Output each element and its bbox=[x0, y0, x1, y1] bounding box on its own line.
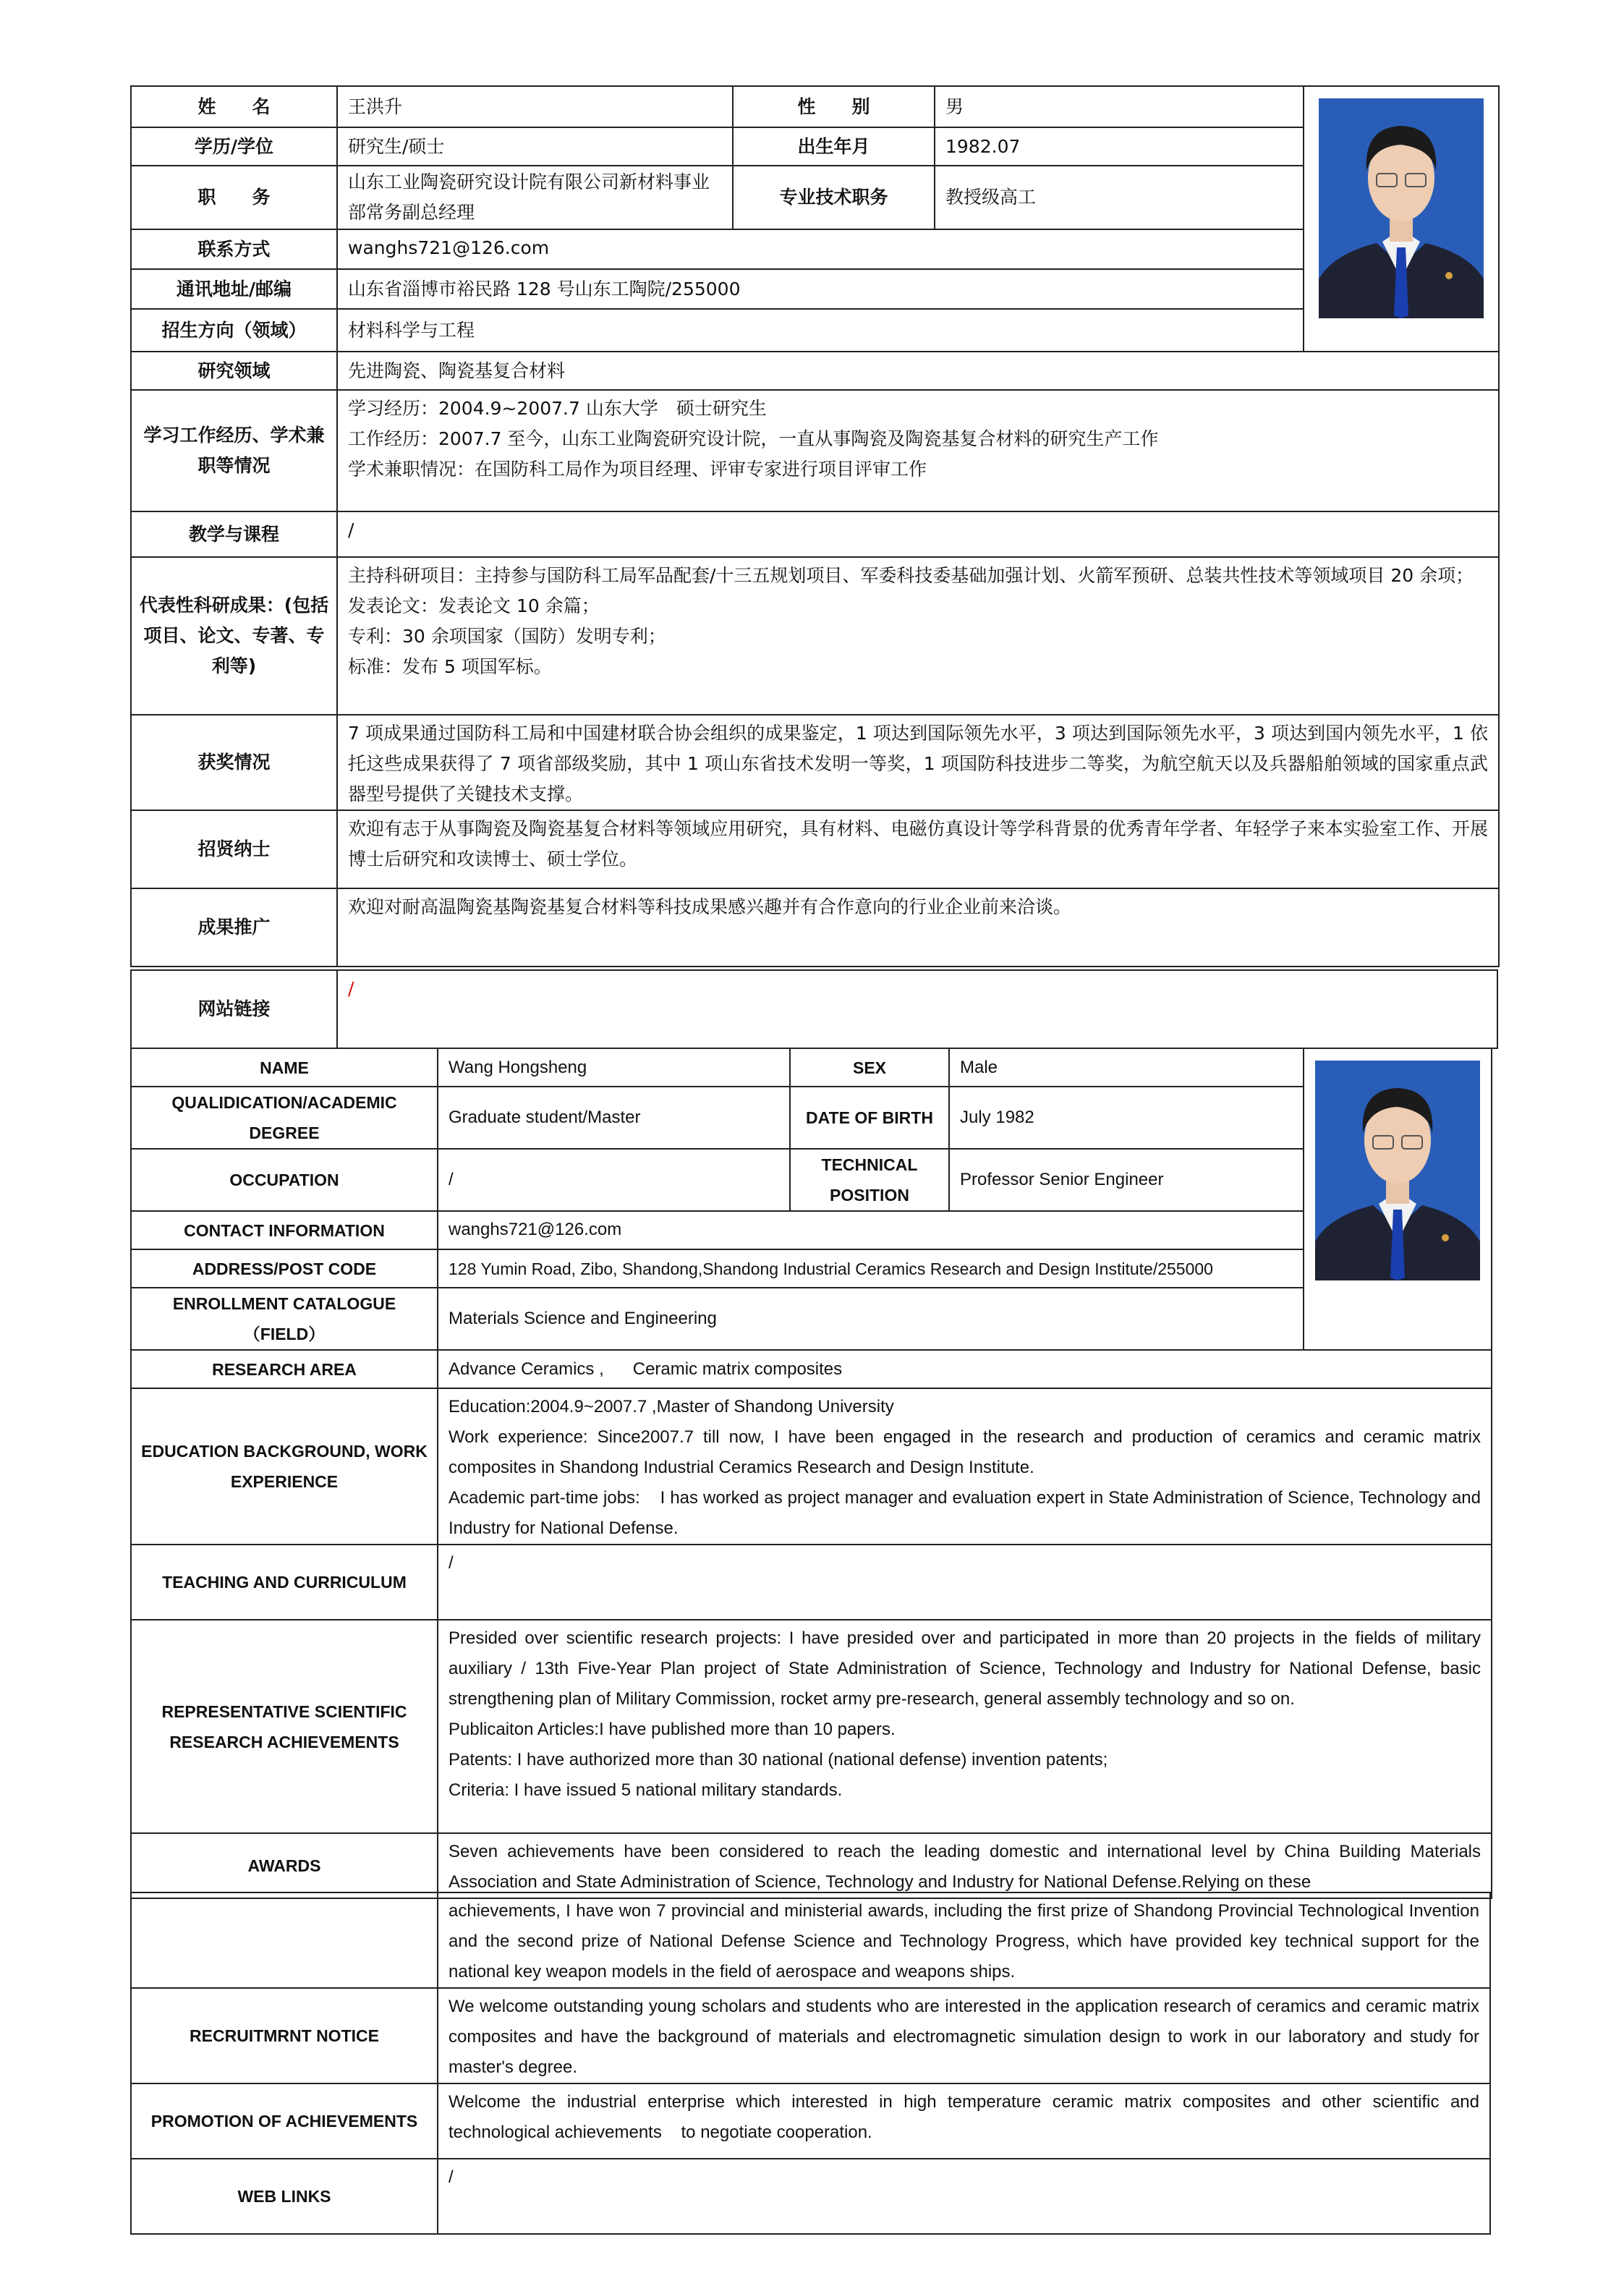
en-occupation-label: OCCUPATION bbox=[131, 1149, 438, 1211]
en-name-label: NAME bbox=[131, 1048, 438, 1087]
cn-degree-label: 学历/学位 bbox=[131, 127, 337, 166]
cn-achievement-line: 主持科研项目：主持参与国防科工局军品配套/十三五规划项目、军委科技委基础加强计划、火箭军预研、总装共性技术等领域项目 20 余项； bbox=[348, 565, 1474, 586]
en-achievement-line: Presided over scientific research projects: I have presided over and participated in more than 20 projects in the fields of military auxiliary / 13th Five-Year Plan project of State Administration of Science, Technology and Industry for National Defense, basic strengthening plan of Military Commission, rocket army pre-research, general assembly technology and so on. bbox=[448, 1628, 1481, 1709]
cn-achievement-line: 专利：30 余项国家（国防）发明专利； bbox=[348, 626, 666, 647]
en-degree-label: QUALIDICATION/ACADEMIC DEGREE bbox=[131, 1087, 438, 1149]
en-recruit-value: We welcome outstanding young scholars and students who are interested in the application research of ceramics and ceramic matrix composites and have the background of materials and electromagnetic simulation design to work in our laboratory and study for master's degree. bbox=[438, 1988, 1490, 2083]
cn-contact-value: wanghs721@126.com bbox=[337, 229, 1304, 269]
cn-enroll-value: 材料科学与工程 bbox=[337, 309, 1304, 352]
en-profile-table bbox=[130, 1048, 1492, 1899]
cn-photo-cell bbox=[1304, 86, 1499, 352]
cn-sex-label: 性 别 bbox=[733, 86, 935, 127]
cn-experience-value bbox=[337, 390, 1499, 511]
cn-achievements-value bbox=[337, 557, 1499, 715]
en-experience-line: Work experience: Since2007.7 till now, I have been engaged in the research and production of ceramics and ceramic matrix composites in Shandong Industrial Ceramics Research and Design Institute. bbox=[448, 1427, 1481, 1477]
cn-promotion-label: 成果推广 bbox=[131, 888, 337, 967]
cn-achievement-line: 标准：发布 5 项国军标。 bbox=[348, 656, 552, 677]
en-address-label: ADDRESS/POST CODE bbox=[131, 1249, 438, 1288]
portrait-photo bbox=[1315, 1061, 1480, 1280]
cn-experience-line: 学习经历：2004.9~2007.7 山东大学 硕士研究生 bbox=[348, 398, 767, 419]
en-contact-value: wanghs721@126.com bbox=[438, 1211, 1304, 1249]
cn-awards-label: 获奖情况 bbox=[131, 715, 337, 810]
cn-address-label: 通讯地址/邮编 bbox=[131, 269, 337, 309]
cn-degree-value: 研究生/硕士 bbox=[337, 127, 733, 166]
cn-birth-label: 出生年月 bbox=[733, 127, 935, 166]
cn-birth-value: 1982.07 bbox=[935, 127, 1304, 166]
en-sex-label: SEX bbox=[790, 1048, 949, 1087]
en-photo-cell bbox=[1304, 1048, 1492, 1350]
en-achievement-line: Publicaiton Articles:I have published more than 10 papers. bbox=[448, 1720, 896, 1739]
cn-tech-label: 专业技术职务 bbox=[733, 166, 935, 229]
en-name-value: Wang Hongsheng bbox=[438, 1048, 790, 1087]
cn-web-label: 网站链接 bbox=[131, 970, 337, 1048]
en-teaching-label: TEACHING AND CURRICULUM bbox=[131, 1545, 438, 1620]
en-achievement-line: Criteria: I have issued 5 national military standards. bbox=[448, 1780, 843, 1800]
cn-enroll-label: 招生方向（领域） bbox=[131, 309, 337, 352]
en-research-value: Advance Ceramics , Ceramic matrix composites bbox=[438, 1350, 1492, 1388]
en-awards-value-part2: achievements, I have won 7 provincial and ministerial awards, including the first prize of Shandong Provincial Technological Invention and the second prize of National Defense Science and Technology Progress, which have provided key technical support for the national key weapon models in the field of aerospace and weapons ships. bbox=[438, 1892, 1490, 1988]
cn-recruit-value: 欢迎有志于从事陶瓷及陶瓷基复合材料等领域应用研究，具有材料、电磁仿真设计等学科背景的优秀青年学者、年轻学子来本实验室工作、开展博士后研究和攻读博士、硕士学位。 bbox=[337, 810, 1499, 888]
portrait-photo bbox=[1319, 98, 1484, 318]
cn-teaching-label: 教学与课程 bbox=[131, 511, 337, 557]
cn-promotion-value: 欢迎对耐高温陶瓷基陶瓷基复合材料等科技成果感兴趣并有合作意向的行业企业前来洽谈。 bbox=[337, 888, 1499, 967]
en-degree-value: Graduate student/Master bbox=[438, 1087, 790, 1149]
en-tech-value: Professor Senior Engineer bbox=[949, 1149, 1304, 1211]
en-experience-line: Academic part-time jobs: I has worked as project manager and evaluation expert in State Administration of Science, Technology and Industry for National Defense. bbox=[448, 1488, 1486, 1538]
en-contact-label: CONTACT INFORMATION bbox=[131, 1211, 438, 1249]
en-experience-value bbox=[438, 1388, 1492, 1545]
cn-experience-line: 学术兼职情况：在国防科工局作为项目经理、评审专家进行项目评审工作 bbox=[348, 459, 927, 480]
cn-web-table bbox=[130, 969, 1498, 1049]
en-address-value: 128 Yumin Road, Zibo, Shandong,Shandong Industrial Ceramics Research and Design Institute/255000 bbox=[438, 1249, 1304, 1288]
en-achievements-label: REPRESENTATIVE SCIENTIFIC RESEARCH ACHIEVEMENTS bbox=[131, 1620, 438, 1833]
en-promotion-label: PROMOTION OF ACHIEVEMENTS bbox=[131, 2083, 438, 2159]
en-awards-continued-label bbox=[131, 1892, 438, 1988]
en-awards-value-part1: Seven achievements have been considered to reach the leading domestic and international level by China Building Materials Association and State Administration of Science, Technology and Industry for National Defense.Relying on these bbox=[438, 1833, 1492, 1898]
cn-recruit-label: 招贤纳士 bbox=[131, 810, 337, 888]
cn-address-value: 山东省淄博市裕民路 128 号山东工陶院/255000 bbox=[337, 269, 1304, 309]
en-web-value: / bbox=[438, 2159, 1490, 2234]
cn-contact-label: 联系方式 bbox=[131, 229, 337, 269]
cn-sex-value: 男 bbox=[935, 86, 1304, 127]
cn-achievement-line: 发表论文：发表论文 10 余篇； bbox=[348, 595, 600, 616]
cn-achievements-label: 代表性科研成果：(包括项目、论文、专著、专利等) bbox=[131, 557, 337, 715]
en-occupation-value: / bbox=[438, 1149, 790, 1211]
en-enroll-value: Materials Science and Engineering bbox=[438, 1288, 1304, 1350]
en-teaching-value: / bbox=[438, 1545, 1492, 1620]
en-achievement-line: Patents: I have authorized more than 30 national (national defense) invention patents; bbox=[448, 1750, 1108, 1770]
en-achievements-value bbox=[438, 1620, 1492, 1833]
cn-tech-value: 教授级高工 bbox=[935, 166, 1304, 229]
en-tech-label: TECHNICAL POSITION bbox=[790, 1149, 949, 1211]
en-awards-label: AWARDS bbox=[131, 1833, 438, 1898]
en-recruit-label: RECRUITMRNT NOTICE bbox=[131, 1988, 438, 2083]
en-enroll-label: ENROLLMENT CATALOGUE （FIELD） bbox=[131, 1288, 438, 1350]
cn-experience-line: 工作经历：2007.7 至今，山东工业陶瓷研究设计院，一直从事陶瓷及陶瓷基复合材料的研究生产工作 bbox=[348, 428, 1159, 449]
en-web-label: WEB LINKS bbox=[131, 2159, 438, 2234]
en-profile-table-continued bbox=[130, 1892, 1491, 2235]
en-experience-label: EDUCATION BACKGROUND, WORK EXPERIENCE bbox=[131, 1388, 438, 1545]
en-research-label: RESEARCH AREA bbox=[131, 1350, 438, 1388]
cn-research-value: 先进陶瓷、陶瓷基复合材料 bbox=[337, 352, 1499, 390]
en-sex-value: Male bbox=[949, 1048, 1304, 1087]
cn-awards-value: 7 项成果通过国防科工局和中国建材联合协会组织的成果鉴定，1 项达到国际领先水平，3 项达到国际领先水平，3 项达到国内领先水平，1 依托这些成果获得了 7 项省部级奖励，其中 1 项山东省技术发明一等奖，1 项国防科技进步二等奖，为航空航天以及兵器船舶领域的国家重点武器型号提供了关键技术支撑。 bbox=[337, 715, 1499, 810]
cn-teaching-value: / bbox=[337, 511, 1499, 557]
en-promotion-value: Welcome the industrial enterprise which interested in high temperature ceramic matrix composites and other scientific and technological achievements to negotiate cooperation. bbox=[438, 2083, 1490, 2159]
cn-web-value: / bbox=[337, 970, 1497, 1048]
en-experience-line: Education:2004.9~2007.7 ,Master of Shandong University bbox=[448, 1397, 894, 1416]
en-birth-value: July 1982 bbox=[949, 1087, 1304, 1149]
cn-position-value: 山东工业陶瓷研究设计院有限公司新材料事业部常务副总经理 bbox=[337, 166, 733, 229]
cn-experience-label: 学习工作经历、学术兼职等情况 bbox=[131, 390, 337, 511]
en-birth-label: DATE OF BIRTH bbox=[790, 1087, 949, 1149]
cn-name-value: 王洪升 bbox=[337, 86, 733, 127]
cn-profile-table bbox=[130, 85, 1500, 967]
cn-name-label: 姓 名 bbox=[131, 86, 337, 127]
cn-research-label: 研究领域 bbox=[131, 352, 337, 390]
cn-position-label: 职 务 bbox=[131, 166, 337, 229]
